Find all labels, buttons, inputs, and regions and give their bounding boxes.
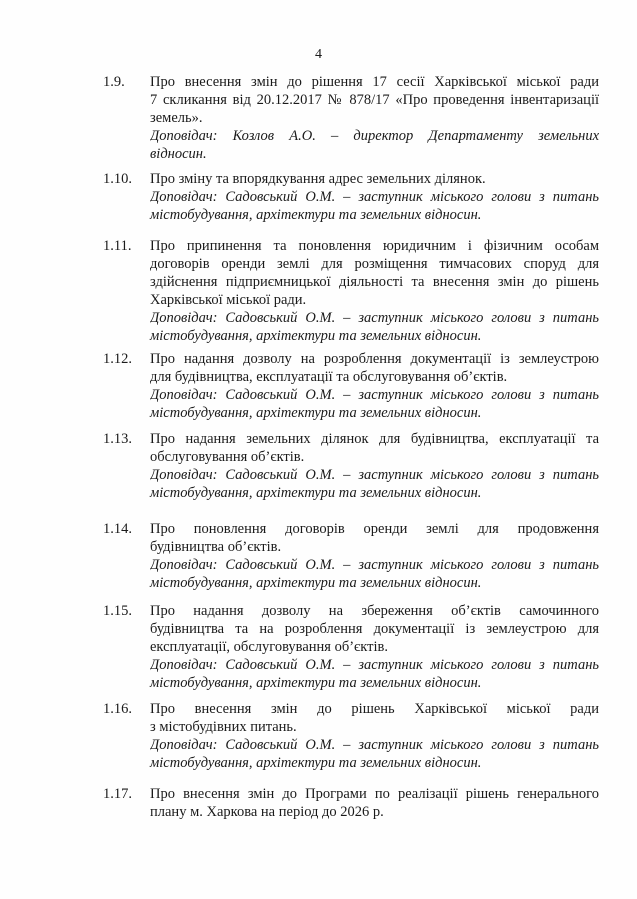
agenda-item-title-line: плану м. Харкова на період до 2026 р. (150, 804, 384, 820)
agenda-item-title-line: здійснення підприємницької діяльності та внесення змін до рішень (150, 274, 599, 290)
agenda-item-body (150, 785, 599, 821)
agenda-item-number: 1.17. (103, 786, 132, 802)
agenda-item-title-line: експлуатації, обслуговування об’єктів. (150, 639, 388, 655)
agenda-item-title-line: з містобудівних питань. (150, 719, 297, 735)
agenda-item-speaker-line: відносин. (150, 146, 207, 162)
agenda-item-body (150, 520, 599, 592)
agenda-item-title-line: Про надання дозволу на збереження об’єктів самочинного (150, 603, 599, 619)
agenda-item-body (150, 170, 599, 224)
agenda-item-title-line: 7 скликання від 20.12.2017 № 878/17 «Про проведення інвентаризації (150, 92, 599, 108)
agenda-item-body (150, 350, 599, 422)
agenda-item-number: 1.10. (103, 171, 132, 187)
agenda-item-speaker-line: містобудування, архітектури та земельних відносин. (150, 675, 482, 691)
agenda-item-title-line: будівництва та на розроблення документації із землеустрою для (150, 621, 599, 637)
agenda-item-title-line: Про надання земельних ділянок для будівництва, експлуатації та (150, 431, 599, 447)
agenda-item-speaker-line: містобудування, архітектури та земельних відносин. (150, 328, 482, 344)
agenda-item-body (150, 700, 599, 772)
agenda-item-number: 1.15. (103, 603, 132, 619)
agenda-item-speaker-line: Доповідач: Садовський О.М. – заступник міського голови з питань (150, 310, 599, 326)
agenda-item-speaker-line: містобудування, архітектури та земельних відносин. (150, 207, 482, 223)
agenda-item-title-line: Харківської міської ради. (150, 292, 307, 308)
agenda-item-title-line: Про внесення змін до рішення 17 сесії Харківської міської ради (150, 74, 599, 90)
agenda-item-title-line: обслуговування об’єктів. (150, 449, 305, 465)
agenda-item-title-line: договорів оренди землі для розміщення тимчасових споруд для (150, 256, 599, 272)
agenda-item-title-line: будівництва об’єктів. (150, 539, 282, 555)
agenda-item-body (150, 73, 599, 163)
agenda-item-title-line: Про поновлення договорів оренди землі для продовження (150, 521, 599, 537)
agenda-item-speaker-line: містобудування, архітектури та земельних відносин. (150, 575, 482, 591)
agenda-item-speaker-line: містобудування, архітектури та земельних відносин. (150, 755, 482, 771)
agenda-item-speaker-line: Доповідач: Козлов А.О. – директор Департаменту земельних (150, 128, 599, 144)
agenda-item-title-line: Про припинення та поновлення юридичним і фізичним особам (150, 238, 599, 254)
agenda-item-speaker-line: Доповідач: Садовський О.М. – заступник міського голови з питань (150, 467, 599, 483)
agenda-item-title-line: Про внесення змін до Програми по реалізації рішень генерального (150, 786, 599, 802)
agenda-item-body (150, 237, 599, 345)
agenda-item-number: 1.12. (103, 351, 132, 367)
agenda-item-title-line: Про внесення змін до рішень Харківської міської ради (150, 701, 599, 717)
agenda-item-speaker-line: Доповідач: Садовський О.М. – заступник міського голови з питань (150, 189, 599, 205)
agenda-item-number: 1.9. (103, 74, 125, 90)
agenda-item-title-line: Про зміну та впорядкування адрес земельних ділянок. (150, 171, 486, 187)
agenda-item-speaker-line: Доповідач: Садовський О.М. – заступник міського голови з питань (150, 737, 599, 753)
agenda-item-title-line: для будівництва, експлуатації та обслуговування об’єктів. (150, 369, 508, 385)
agenda-item-speaker-line: Доповідач: Садовський О.М. – заступник міського голови з питань (150, 387, 599, 403)
agenda-item-speaker-line: містобудування, архітектури та земельних відносин. (150, 405, 482, 421)
agenda-item-body (150, 430, 599, 502)
agenda-item-body (150, 602, 599, 692)
agenda-item-title-line: Про надання дозволу на розроблення документації із землеустрою (150, 351, 599, 367)
agenda-item-speaker-line: Доповідач: Садовський О.М. – заступник міського голови з питань (150, 557, 599, 573)
agenda-item-speaker-line: містобудування, архітектури та земельних відносин. (150, 485, 482, 501)
page-number: 4 (315, 47, 322, 62)
agenda-item-number: 1.13. (103, 431, 132, 447)
agenda-item-speaker-line: Доповідач: Садовський О.М. – заступник міського голови з питань (150, 657, 599, 673)
agenda-item-title-line: земель». (150, 110, 203, 126)
agenda-item-number: 1.14. (103, 521, 132, 537)
agenda-item-number: 1.11. (103, 238, 132, 254)
agenda-item-number: 1.16. (103, 701, 132, 717)
